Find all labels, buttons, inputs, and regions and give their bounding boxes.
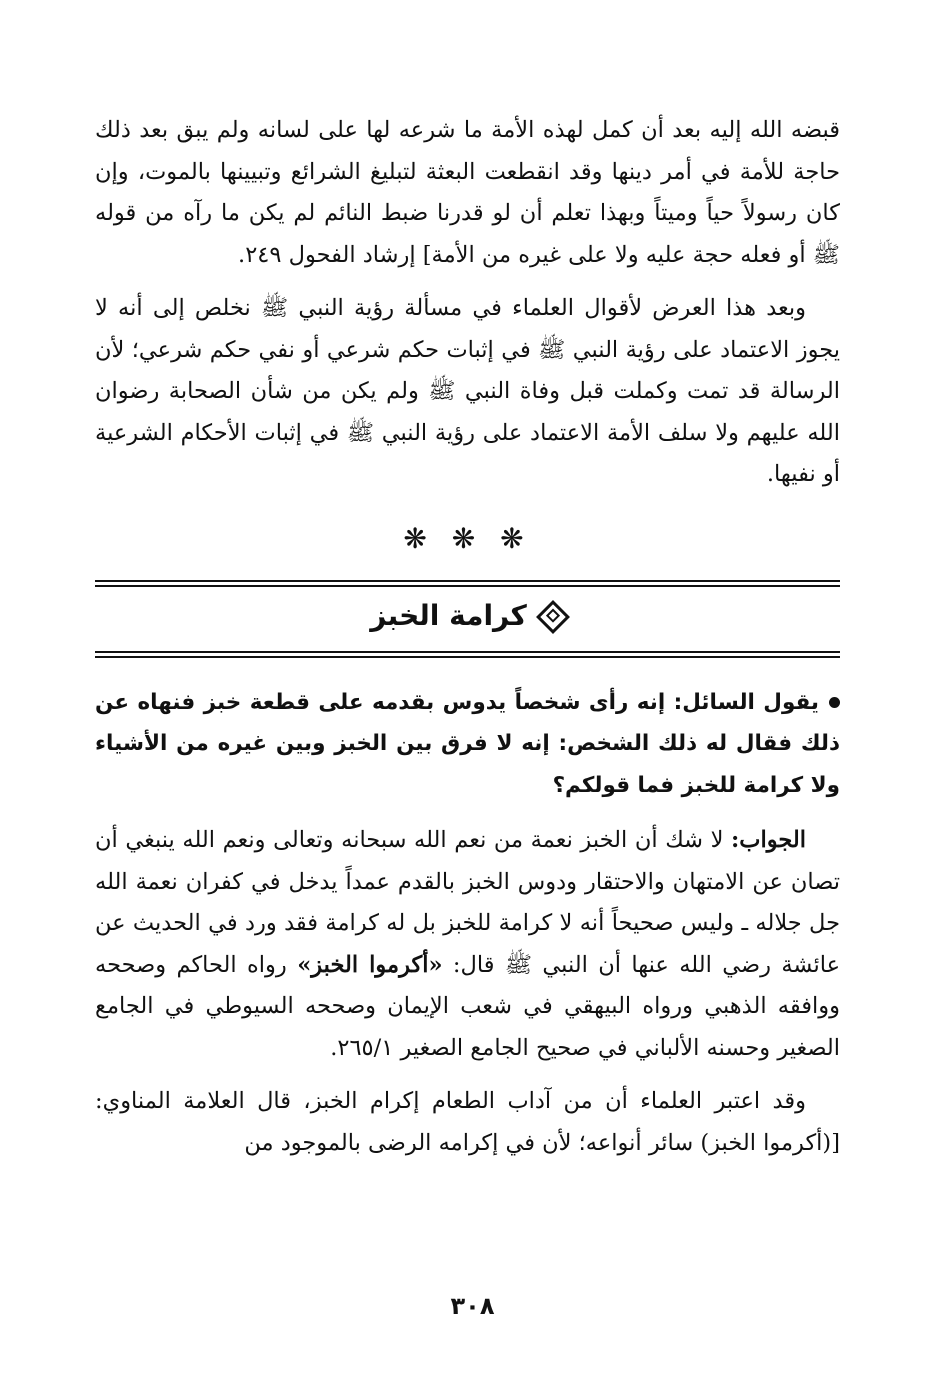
hadith-quote: «أكرموا الخبز» xyxy=(297,951,443,978)
question-paragraph xyxy=(95,682,840,807)
bullet-icon xyxy=(829,697,840,708)
paragraph-1: قبضه الله إليه بعد أن كمل لهذه الأمة ما شرعه لها على لسانه ولم يبق بعد ذلك حاجة للأمة في أمر دينها وقد انقطعت البعثة لتبليغ الشرائع وتبيينها بالموت، وإن كان رسولاً حياً وميتاً وبهذا تعلم أن لو قدرنا ضبط النائم لم يكن ما رآه من قوله ﷺ أو فعله حجة عليه ولا على غيره من الأمة] إرشاد الفحول ٢٤٩. xyxy=(95,117,840,268)
answer-text-2: رواه الحاكم وصححه ووافقه الذهبي ورواه البيهقي في شعب الإيمان وصححه السيوطي في الجامع الصغير وحسنه الألباني في صحيح الجامع الصغير ٢٦٥/١. xyxy=(95,951,840,1061)
top-double-rule xyxy=(95,580,840,587)
paragraph-2: وبعد هذا العرض لأقوال العلماء في مسألة رؤية النبي ﷺ نخلص إلى أنه لا يجوز الاعتماد على رؤية النبي ﷺ في إثبات حكم شرعي أو نفي حكم شرعي؛ لأن الرسالة قد تمت وكملت قبل وفاة النبي ﷺ ولم يكن من شأن الصحابة رضوان الله عليهم ولا سلف الأمة الاعتماد على رؤية النبي ﷺ في إثبات الأحكام الشرعية أو نفيها. xyxy=(95,295,840,487)
page-number: ٣٠٨ xyxy=(450,1292,495,1320)
answer-label: الجواب: xyxy=(731,827,806,853)
page-body xyxy=(95,110,840,1164)
section-title-wrap xyxy=(95,596,840,636)
section-title: كرامة الخبز xyxy=(370,598,527,632)
last-paragraph: وقد اعتبر العلماء أن من آداب الطعام إكرام الخبز، قال العلامة المناوي: [(أكرموا الخبز) سائر أنواعه؛ لأن في إكرامه الرضى بالموجود من xyxy=(95,1088,840,1156)
answer-text-1: لا شك أن الخبز نعمة من نعم الله سبحانه وتعالى ونعم الله ينبغي أن تصان عن الامتهان والاحتقار ودوس الخبز بالقدم عمداً يدخل في كفران نعمة الله جل جلاله ـ وليس صحيحاً أنه لا كرامة للخبز بل له كرامة فقد ورد في الحديث عن عائشة رضي الله عنها أن النبي ﷺ قال: xyxy=(95,827,840,978)
separator-stars: ❋ ❋ ❋ xyxy=(403,521,532,555)
answer-paragraph xyxy=(95,820,840,1069)
bottom-double-rule xyxy=(95,651,840,658)
section-header xyxy=(95,580,840,658)
diamond-icon xyxy=(536,600,570,634)
question-text: يقول السائل: إنه رأى شخصاً يدوس بقدمه على قطعة خبز فنهاه عن ذلك فقال له ذلك الشخص: إنه لا فرق بين الخبز وبين غيره من الأشياء ولا كرامة للخبز فما قولكم؟ xyxy=(95,689,840,798)
